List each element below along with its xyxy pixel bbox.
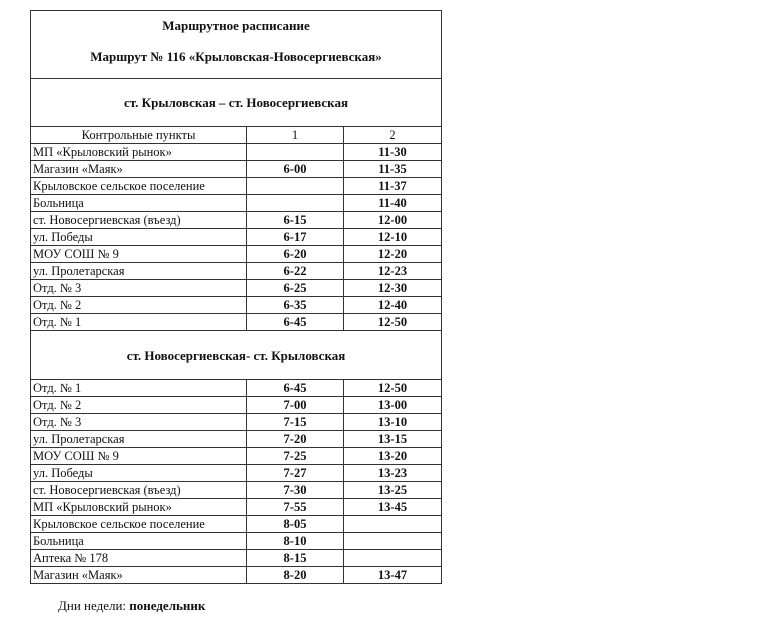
table-row — [31, 212, 441, 229]
time-2-cell: 12-23 — [344, 263, 442, 280]
time-2-cell: 12-40 — [344, 297, 442, 314]
time-1-cell: 6-15 — [247, 212, 344, 229]
time-1-cell: 6-25 — [247, 280, 344, 297]
time-2-cell: 12-20 — [344, 246, 442, 263]
time-1-cell: 8-10 — [247, 533, 344, 550]
checkpoint-cell: Магазин «Маяк» — [31, 161, 247, 178]
checkpoint-cell: Отд. № 3 — [31, 280, 247, 297]
weekdays-label: Дни недели: — [58, 598, 127, 613]
table-row — [31, 246, 441, 263]
table-row — [31, 280, 441, 297]
column-header-1: 1 — [247, 127, 344, 144]
checkpoint-cell: МОУ СОШ № 9 — [31, 448, 247, 465]
checkpoint-cell: ул. Победы — [31, 229, 247, 246]
time-1-cell: 6-45 — [247, 314, 344, 331]
time-1-cell: 6-22 — [247, 263, 344, 280]
time-2-cell: 12-50 — [344, 314, 442, 331]
checkpoint-cell: МП «Крыловский рынок» — [31, 499, 247, 516]
route-title: Маршрут № 116 «Крыловская-Новосергиевская» — [90, 49, 382, 64]
checkpoint-cell: Отд. № 2 — [31, 297, 247, 314]
time-2-cell: 11-40 — [344, 195, 442, 212]
time-2-cell: 13-25 — [344, 482, 442, 499]
table-row — [31, 161, 441, 178]
time-1-cell: 7-00 — [247, 397, 344, 414]
checkpoint-cell: Отд. № 3 — [31, 414, 247, 431]
time-2-cell: 13-45 — [344, 499, 442, 516]
time-2-cell: 11-37 — [344, 178, 442, 195]
time-2-cell — [344, 516, 442, 533]
time-1-cell — [247, 195, 344, 212]
table-row — [31, 297, 441, 314]
time-2-cell: 12-30 — [344, 280, 442, 297]
table-header-row — [31, 127, 441, 144]
time-1-cell: 7-15 — [247, 414, 344, 431]
schedule-table-1 — [31, 127, 441, 330]
time-1-cell: 8-20 — [247, 567, 344, 584]
time-1-cell: 6-17 — [247, 229, 344, 246]
table-row — [31, 482, 441, 499]
column-header-2: 2 — [344, 127, 442, 144]
time-1-cell: 7-25 — [247, 448, 344, 465]
time-1-cell — [247, 178, 344, 195]
schedule-header — [31, 11, 441, 79]
schedule-sheet — [30, 10, 442, 584]
checkpoint-cell: ул. Пролетарская — [31, 263, 247, 280]
table-row — [31, 414, 441, 431]
checkpoint-cell: Аптека № 178 — [31, 550, 247, 567]
checkpoint-cell: ст. Новосергиевская (въезд) — [31, 212, 247, 229]
checkpoint-cell: ст. Новосергиевская (въезд) — [31, 482, 247, 499]
time-1-cell: 7-55 — [247, 499, 344, 516]
time-1-cell: 7-20 — [247, 431, 344, 448]
time-1-cell: 8-15 — [247, 550, 344, 567]
time-1-cell: 6-00 — [247, 161, 344, 178]
column-header-checkpoints: Контрольные пункты — [31, 127, 247, 144]
time-1-cell: 7-30 — [247, 482, 344, 499]
time-2-cell: 13-23 — [344, 465, 442, 482]
checkpoint-cell: Крыловское сельское поселение — [31, 516, 247, 533]
checkpoint-cell: Отд. № 1 — [31, 314, 247, 331]
table-row — [31, 431, 441, 448]
table-row — [31, 229, 441, 246]
time-1-cell: 6-35 — [247, 297, 344, 314]
time-1-cell: 6-45 — [247, 380, 344, 397]
checkpoint-cell: Больница — [31, 195, 247, 212]
time-2-cell: 13-20 — [344, 448, 442, 465]
table-row — [31, 533, 441, 550]
schedule-table-2 — [31, 380, 441, 583]
table-row — [31, 499, 441, 516]
checkpoint-cell: МОУ СОШ № 9 — [31, 246, 247, 263]
checkpoint-cell: Больница — [31, 533, 247, 550]
table-row — [31, 397, 441, 414]
table-row — [31, 263, 441, 280]
table-row — [31, 314, 441, 331]
checkpoint-cell: Отд. № 1 — [31, 380, 247, 397]
checkpoint-cell: МП «Крыловский рынок» — [31, 144, 247, 161]
time-1-cell: 6-20 — [247, 246, 344, 263]
table-row — [31, 448, 441, 465]
time-1-cell: 8-05 — [247, 516, 344, 533]
table-row — [31, 567, 441, 584]
time-2-cell: 12-10 — [344, 229, 442, 246]
table-row — [31, 178, 441, 195]
time-2-cell — [344, 533, 442, 550]
time-2-cell: 12-50 — [344, 380, 442, 397]
checkpoint-cell: Отд. № 2 — [31, 397, 247, 414]
time-2-cell: 12-00 — [344, 212, 442, 229]
checkpoint-cell: Магазин «Маяк» — [31, 567, 247, 584]
table-row — [31, 195, 441, 212]
checkpoint-cell: ул. Победы — [31, 465, 247, 482]
time-2-cell — [344, 550, 442, 567]
table-row — [31, 144, 441, 161]
table-row — [31, 550, 441, 567]
time-2-cell: 13-47 — [344, 567, 442, 584]
direction-2-heading: ст. Новосергиевская- ст. Крыловская — [31, 330, 441, 380]
time-2-cell: 13-15 — [344, 431, 442, 448]
table-row — [31, 380, 441, 397]
weekdays-value: понедельник — [129, 598, 206, 613]
weekdays-note — [58, 598, 205, 614]
time-1-cell: 7-27 — [247, 465, 344, 482]
time-2-cell: 11-35 — [344, 161, 442, 178]
table-row — [31, 465, 441, 482]
checkpoint-cell: Крыловское сельское поселение — [31, 178, 247, 195]
checkpoint-cell: ул. Пролетарская — [31, 431, 247, 448]
direction-1-heading: ст. Крыловская – ст. Новосергиевская — [31, 79, 441, 127]
time-2-cell: 11-30 — [344, 144, 442, 161]
time-2-cell: 13-00 — [344, 397, 442, 414]
table-row — [31, 516, 441, 533]
time-1-cell — [247, 144, 344, 161]
schedule-title: Маршрутное расписание — [162, 18, 310, 33]
time-2-cell: 13-10 — [344, 414, 442, 431]
